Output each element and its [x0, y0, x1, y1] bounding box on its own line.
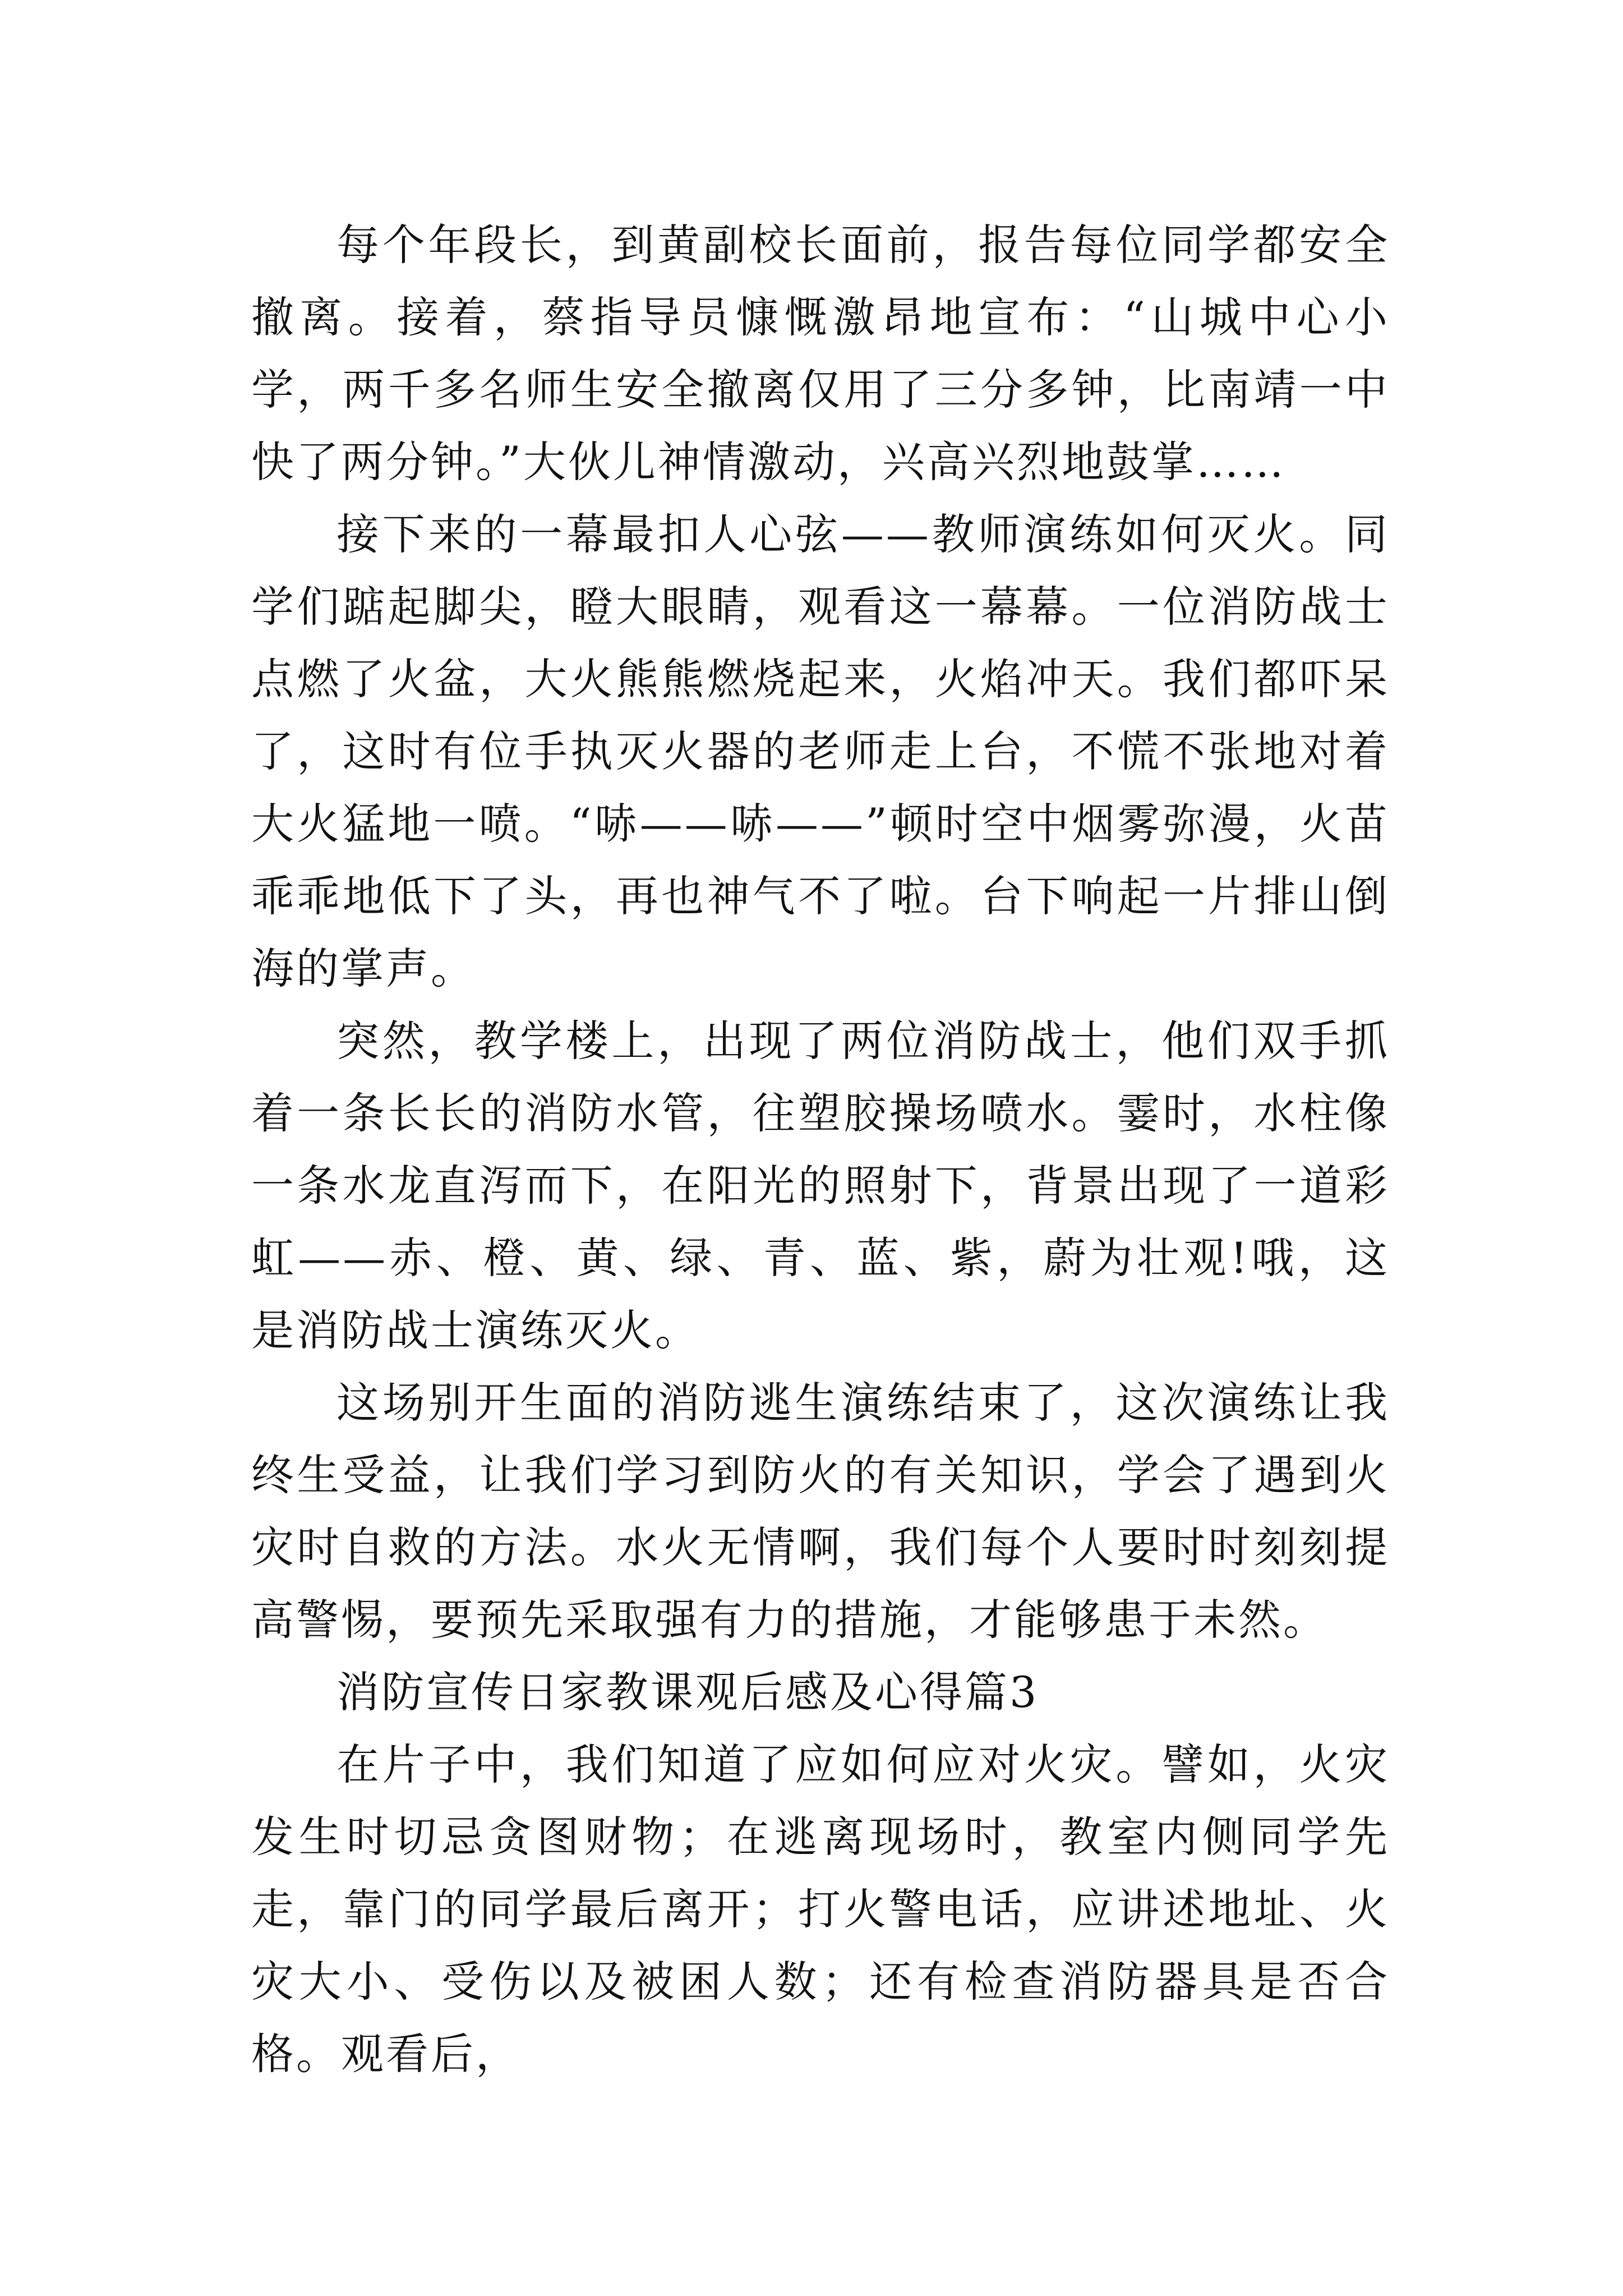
paragraph-2: 接下来的一幕最扣人心弦——教师演练如何灭火。同学们踮起脚尖，瞪大眼睛，观看这一幕幕。一位消防战士点燃了火盆，大火熊熊燃烧起来，火焰冲天。我们都吓呆了，这时有位手执灭火器的老师走上台，不慌不张地对着大火猛地一喷。“哧——哧——”顿时空中烟雾弥漫，火苗乖乖地低下了头，再也神气不了啦。台下响起一片排山倒海的掌声。	[251, 509, 1390, 993]
paragraph-3: 突然，教学楼上，出现了两位消防战士，他们双手抓着一条长长的消防水管，往塑胶操场喷水。霎时，水柱像一条水龙直泻而下，在阳光的照射下，背景出现了一道彩虹——赤、橙、黄、绿、青、蓝、紫，蔚为壮观!哦，这是消防战士演练灭火。	[251, 1016, 1390, 1355]
section-heading: 消防宣传日家教课观后感及心得篇3	[336, 1667, 1039, 1717]
paragraph-4: 这场别开生面的消防逃生演练结束了，这次演练让我终生受益，让我们学习到防火的有关知识，学会了遇到火灾时自救的方法。水火无情啊，我们每个人要时时刻刻提高警惕，要预先采取强有力的措施，才能够患于未然。	[251, 1378, 1390, 1645]
paragraph-5: 在片子中，我们知道了应如何应对火灾。譬如，火灾发生时切忌贪图财物；在逃离现场时，教室内侧同学先走，靠门的同学最后离开；打火警电话，应讲述地址、火灾大小、受伤以及被困人数；还有检查消防器具是否合格。观看后，	[251, 1740, 1390, 2079]
body-text	[251, 209, 1390, 2090]
paragraph-1: 每个年段长，到黄副校长面前，报告每位同学都安全撤离。接着，蔡指导员慷慨激昂地宣布：“山城中心小学，两千多名师生安全撤离仅用了三分多钟，比南靖一中快了两分钟。”大伙儿神情激动，兴高兴烈地鼓掌……	[251, 220, 1390, 487]
